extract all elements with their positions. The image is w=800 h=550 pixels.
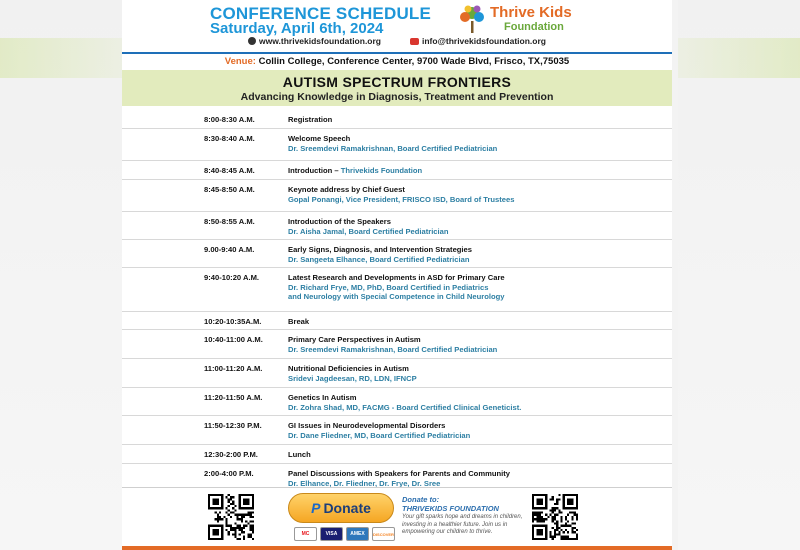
schedule-speaker: Dr. Elhance, Dr. Fliedner, Dr. Frye, Dr. Sree: [288, 478, 441, 488]
schedule-event-title: Panel Discussions with Speakers for Parents and Community: [288, 469, 510, 478]
schedule-event: [288, 185, 672, 195]
schedule-row: [122, 388, 672, 416]
schedule-event: [288, 217, 672, 227]
schedule-event-title: Latest Research and Developments in ASD for Primary Care: [288, 273, 505, 282]
venue-label: Venue:: [224, 56, 256, 67]
event-title-band: [122, 70, 672, 106]
schedule-row: [122, 330, 672, 359]
schedule-content: [288, 312, 672, 329]
email-line[interactable]: [410, 36, 546, 46]
schedule-speaker: Sridevi Jagdeesan, RD, LDN, IFNCP: [288, 373, 417, 383]
schedule-event: [288, 134, 672, 144]
schedule-speaker: Dr. Aisha Jamal, Board Certified Pediatrician: [288, 226, 449, 236]
schedule-speaker: and Neurology with Special Competence in Child Neurology: [288, 292, 505, 301]
schedule-content: [288, 240, 672, 267]
schedule-event: [288, 393, 672, 403]
header: [122, 0, 672, 52]
venue-bar: [122, 54, 672, 70]
schedule-time: 12:30-2:00 P.M.: [204, 450, 258, 459]
schedule-content: [288, 388, 672, 415]
schedule-event: [288, 115, 672, 125]
schedule-event-title: Lunch: [288, 450, 311, 459]
schedule-event-title: Introduction –: [288, 166, 341, 175]
schedule-table: [122, 110, 672, 495]
mail-icon: [410, 38, 419, 45]
schedule-content: [288, 212, 672, 239]
schedule-time: 8:50-8:55 A.M.: [204, 217, 255, 226]
schedule-time: 10:20-10:35A.M.: [204, 317, 262, 326]
schedule-event-title: Registration: [288, 115, 333, 124]
schedule-event: [288, 245, 672, 255]
payment-cards: [294, 527, 395, 541]
schedule-content: [288, 330, 672, 358]
website-line[interactable]: [248, 36, 381, 46]
qr-code-right[interactable]: [532, 494, 578, 540]
schedule-event: [288, 317, 672, 327]
venue-text: Collin College, Conference Center, 9700 Wade Blvd, Frisco, TX,75035: [258, 56, 570, 67]
schedule-row: [122, 268, 672, 312]
footer-divider: [122, 487, 672, 488]
schedule-event-title: Primary Care Perspectives in Autism: [288, 335, 421, 344]
schedule-row: [122, 359, 672, 388]
conference-date: Saturday, April 6th, 2024: [210, 20, 384, 37]
schedule-time: 9:40-10:20 A.M.: [204, 273, 260, 282]
schedule-event: [288, 421, 672, 431]
schedule-row: [122, 212, 672, 240]
schedule-time: 9.00-9:40 A.M.: [204, 245, 255, 254]
thrive-kids-logo: [456, 3, 586, 37]
qr-code-left[interactable]: [208, 494, 254, 540]
schedule-time: 8:45-8:50 A.M.: [204, 185, 255, 194]
schedule-speaker: Dr. Dane Fliedner, MD, Board Certified Pediatrician: [288, 430, 471, 440]
schedule-content: [288, 161, 672, 179]
schedule-time: 11:00-11:20 A.M.: [204, 364, 263, 373]
schedule-event-title: Welcome Speech: [288, 134, 351, 143]
schedule-row: [122, 416, 672, 445]
donate-message: Your gift sparks hope and dreams in children, investing in a healthier future. Join us in empowering our children to thrive.: [402, 514, 523, 535]
visa-icon: VISA: [320, 527, 343, 541]
conference-title: CONFERENCE SCHEDULE: [210, 4, 432, 23]
donate-org: THRIVEKIDS FOUNDATION: [402, 504, 499, 513]
schedule-event-title: Keynote address by Chief Guest: [288, 185, 405, 194]
schedule-event: [288, 273, 672, 283]
donate-button[interactable]: [288, 493, 394, 523]
schedule-content: [288, 359, 672, 387]
schedule-time: 2:00-4:00 P.M.: [204, 469, 254, 478]
schedule-event-org: Thrivekids Foundation: [340, 166, 423, 175]
donate-to-label: Donate to:: [402, 495, 440, 504]
schedule-time: 8:30-8:40 A.M.: [204, 134, 255, 143]
website-link[interactable]: www.thrivekidsfoundation.org: [259, 36, 381, 46]
schedule-speaker: Gopal Ponangi, Vice President, FRISCO ISD, Board of Trustees: [288, 194, 515, 204]
schedule-event-title: Introduction of the Speakers: [288, 217, 391, 226]
schedule-time: 11:20-11:50 A.M.: [204, 393, 263, 402]
schedule-event-title: GI Issues in Neurodevelopmental Disorders: [288, 421, 446, 430]
schedule-event: [288, 450, 672, 460]
background-right: [678, 0, 800, 550]
schedule-event: [288, 335, 672, 345]
schedule-time: 8:00-8:30 A.M.: [204, 115, 255, 124]
schedule-row: [122, 312, 672, 330]
amex-icon: AMEX: [346, 527, 369, 541]
schedule-event: [288, 364, 672, 374]
schedule-speaker: Dr. Sreemdevi Ramakrishnan, Board Certified Pediatrician: [288, 143, 498, 153]
logo-sub: Foundation: [504, 21, 564, 33]
background-left: [0, 0, 122, 550]
schedule-content: [288, 268, 672, 311]
email-link[interactable]: info@thrivekidsfoundation.org: [422, 36, 546, 46]
globe-icon: [248, 37, 256, 45]
schedule-row: [122, 445, 672, 464]
schedule-row: [122, 240, 672, 268]
schedule-speaker: Dr. Richard Frye, MD, PhD, Board Certified in Pediatrics: [288, 282, 489, 292]
donate-info: [402, 495, 526, 537]
schedule-document: [122, 0, 672, 550]
schedule-content: [288, 416, 672, 444]
schedule-event: [288, 166, 672, 176]
logo-name: Thrive Kids: [490, 4, 572, 21]
schedule-content: [288, 110, 672, 128]
paypal-icon: P: [311, 500, 321, 516]
schedule-row: [122, 129, 672, 161]
schedule-row: [122, 161, 672, 180]
schedule-row: [122, 180, 672, 212]
donate-label: Donate: [323, 500, 371, 516]
schedule-time: 11:50-12:30 P.M.: [204, 421, 262, 430]
schedule-speaker: Dr. Zohra Shad, MD, FACMG - Board Certified Clinical Geneticist.: [288, 402, 522, 412]
schedule-event-title: Break: [288, 317, 310, 326]
schedule-content: [288, 129, 672, 160]
bottom-stripe: [122, 546, 672, 550]
tree-logo-icon: [456, 3, 488, 35]
schedule-speaker: Dr. Sangeeta Elhance, Board Certified Pediatrician: [288, 254, 470, 264]
schedule-content: [288, 445, 672, 463]
schedule-time: 10:40-11:00 A.M.: [204, 335, 263, 344]
event-title: AUTISM SPECTRUM FRONTIERS: [282, 74, 512, 90]
schedule-speaker: Dr. Sreemdevi Ramakrishnan, Board Certified Pediatrician: [288, 344, 498, 354]
mastercard-icon: MC: [294, 527, 317, 541]
schedule-event-title: Early Signs, Diagnosis, and Intervention Strategies: [288, 245, 472, 254]
discover-icon: DISCOVER: [372, 527, 395, 541]
schedule-event-title: Nutritional Deficiencies in Autism: [288, 364, 409, 373]
event-subtitle: Advancing Knowledge in Diagnosis, Treatment and Prevention: [240, 91, 554, 103]
schedule-event-title: Genetics In Autism: [288, 393, 357, 402]
schedule-row: [122, 110, 672, 129]
schedule-content: [288, 180, 672, 211]
donation-footer: [122, 487, 672, 550]
schedule-time: 8:40-8:45 A.M.: [204, 166, 255, 175]
schedule-event: [288, 469, 672, 479]
